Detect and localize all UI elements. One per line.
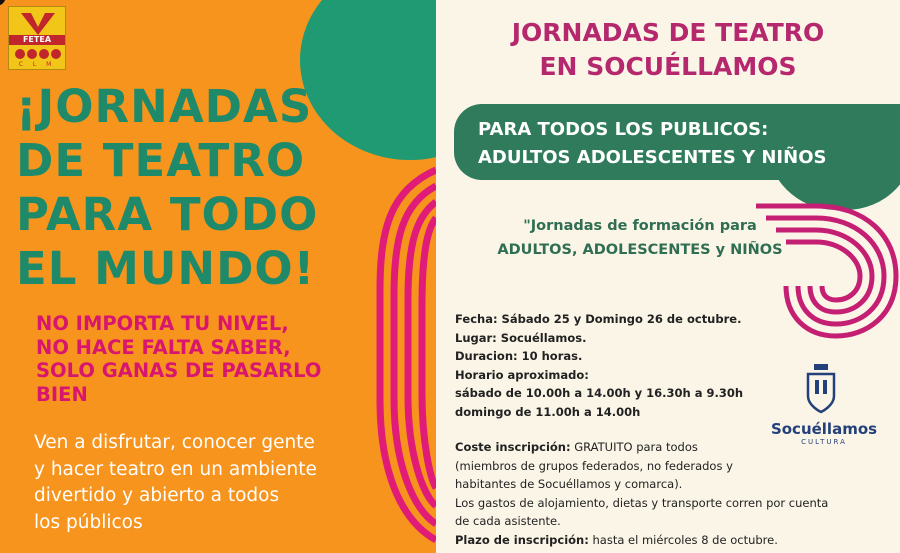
town-brand-sub: CULTURA (801, 438, 847, 446)
headline-line: DE TEATRO (16, 134, 306, 187)
workshop-quote (470, 214, 810, 262)
quote-line: "Jornadas de formación para (523, 218, 757, 234)
logo-v-icon (21, 13, 55, 35)
cost-value: GRATUITO para todos (570, 440, 698, 454)
detail-line: sábado de 10.00h a 14.00h y 16.30h a 9.30h (455, 386, 744, 400)
logo-letters: C L M (18, 61, 56, 68)
title-line: JORNADAS DE TEATRO (511, 18, 825, 47)
subtitle-line: NO HACE FALTA SABER, (36, 335, 291, 359)
headline-line: PARA TODO (16, 188, 319, 241)
quote-line: ADULTOS, ADOLESCENTES y NIÑOS (497, 242, 783, 258)
poster-body (34, 430, 414, 536)
fetea-logo (8, 6, 66, 70)
body-line: los públicos (34, 511, 143, 533)
headline-line: EL MUNDO! (16, 242, 316, 295)
deadline-label: Plazo de inscripción: (455, 532, 589, 547)
poster-headline (16, 80, 416, 296)
detail-line: domingo de 11.00h a 14.00h (455, 404, 641, 419)
subtitle-line: BIEN (36, 382, 88, 406)
registration-info (455, 438, 895, 549)
cost-detail-line: habitantes de Socuéllamos y comarca). (455, 477, 683, 491)
deadline-value: hasta el miércoles 8 de octubre. (588, 532, 778, 547)
detail-line: Horario aproximado: (455, 367, 589, 382)
logo-name: FETEA (9, 35, 65, 45)
band-line: PARA TODOS LOS PUBLICOS: (478, 119, 769, 140)
cost-detail-line: (miembros de grupos federados, no federados y (455, 458, 733, 473)
logo-balls-icon (13, 47, 63, 61)
audience-band-text (478, 116, 898, 172)
left-poster (0, 0, 436, 553)
body-line: Ven a disfrutar, conocer gente (34, 432, 315, 453)
town-crest-icon (804, 362, 838, 414)
event-details (455, 310, 785, 421)
right-poster (436, 0, 900, 553)
subtitle-line: NO IMPORTA TU NIVEL, (36, 312, 289, 335)
band-line: ADULTOS ADOLESCENTES Y NIÑOS (478, 147, 827, 168)
subtitle-line: SOLO GANAS DE PASARLO (36, 359, 322, 382)
detail-line: Duracion: 10 horas. (455, 349, 583, 363)
poster-title (436, 16, 900, 84)
cost-detail-line: de cada asistente. (455, 514, 561, 528)
body-line: y hacer teatro en un ambiente (34, 458, 317, 480)
headline-line: ¡JORNADAS (16, 80, 313, 133)
deadline-line (455, 531, 895, 550)
poster-subtitle (36, 312, 416, 406)
cost-detail-line: Los gastos de alojamiento, dietas y transporte corren por cuenta (455, 495, 829, 510)
body-line: divertido y abierto a todos (34, 485, 280, 506)
title-line: EN SOCUÉLLAMOS (539, 52, 797, 81)
town-brand-name: Socuéllamos (770, 420, 878, 438)
detail-line: Lugar: Socuéllamos. (455, 330, 587, 345)
detail-line: Fecha: Sábado 25 y Domingo 26 de octubre. (455, 312, 742, 326)
cost-label: Coste inscripción: (455, 440, 571, 454)
